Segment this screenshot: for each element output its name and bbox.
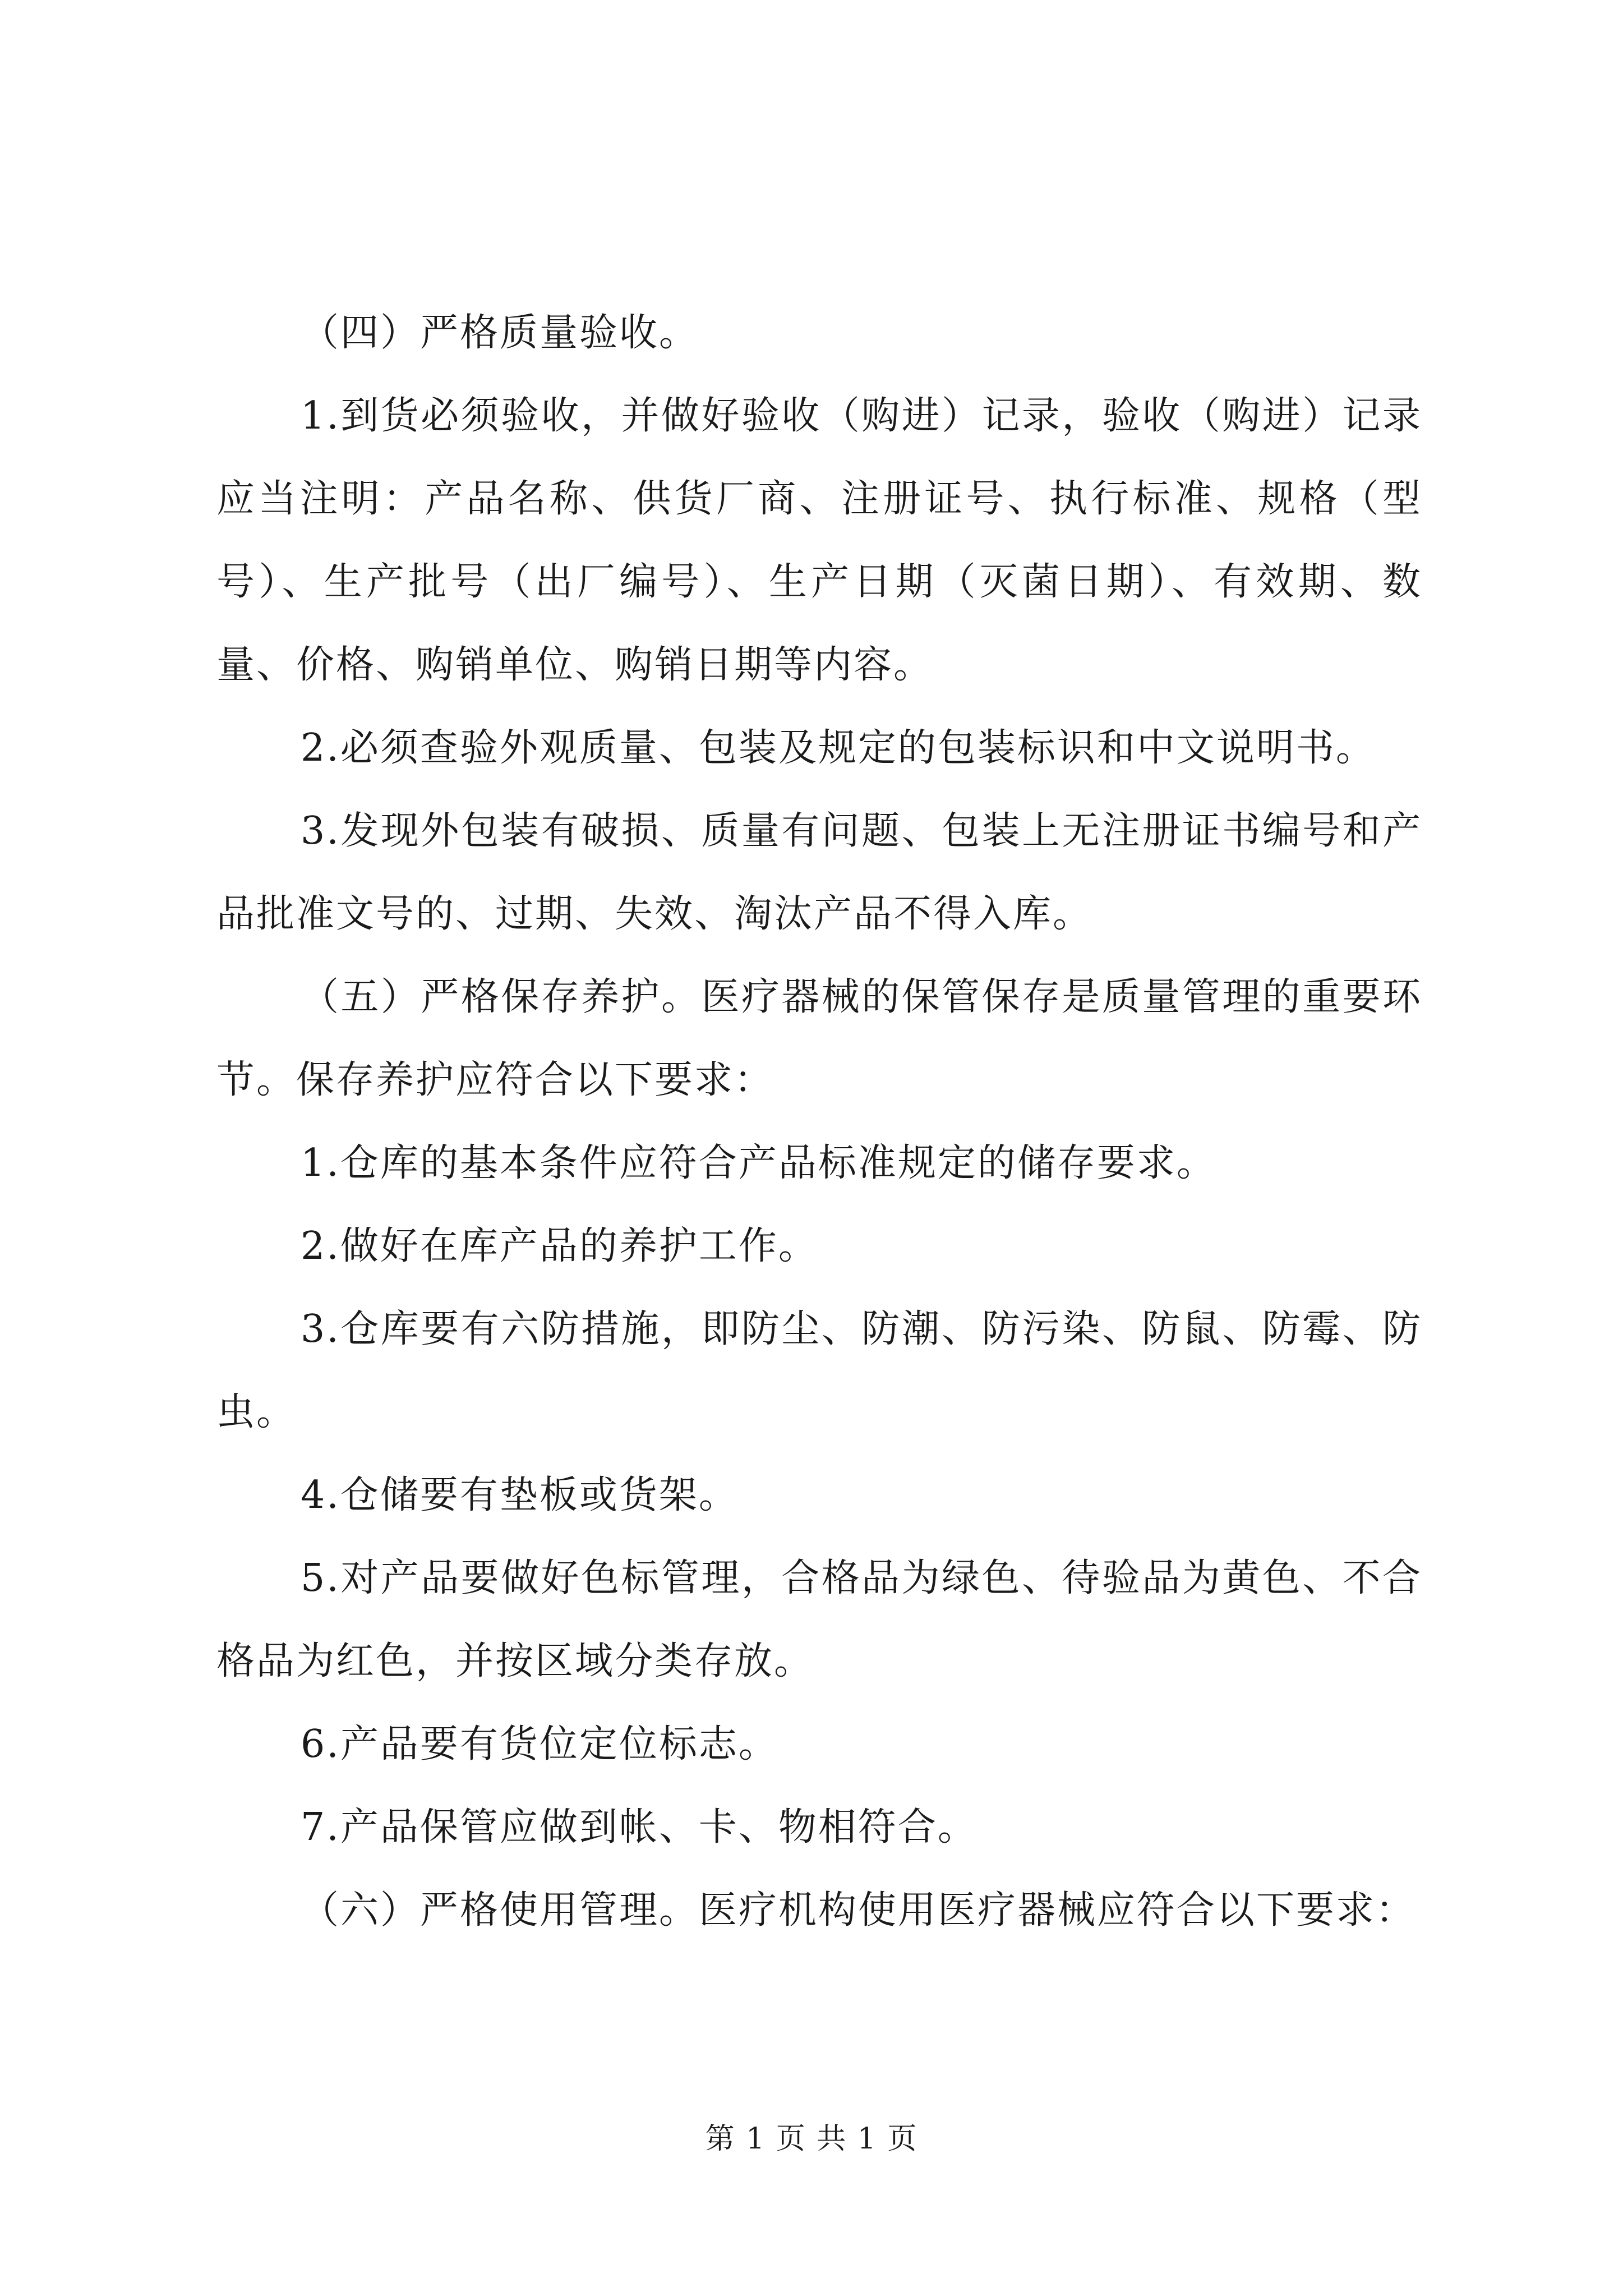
section-heading-4: （四）严格质量验收。: [301, 311, 699, 355]
section-heading-6: （六）严格使用管理。医疗机构使用医疗器械应符合以下要求：: [301, 1888, 1416, 1932]
paragraph-inspection: 2.必须查验外观质量、包装及规定的包装标识和中文说明书。: [301, 726, 1376, 770]
paragraph-color-marking: 5.对产品要做好色标管理，合格品为绿色、待验品为黄色、不合格品为红色，并按区域分类存放。: [216, 1556, 1422, 1683]
section-heading-5: （五）严格保存养护。医疗器械的保管保存是质量管理的重要环节。保存养护应符合以下要求：: [216, 975, 1422, 1102]
paragraph-six-protections: 3.仓库要有六防措施，即防尘、防潮、防污染、防鼠、防霉、防虫。: [216, 1307, 1422, 1434]
paragraph-storage-conditions: 1.仓库的基本条件应符合产品标准规定的储存要求。: [301, 1141, 1216, 1185]
paragraph-rejection: 3.发现外包装有破损、质量有问题、包装上无注册证书编号和产品批准文号的、过期、失效、淘汰产品不得入库。: [216, 809, 1422, 936]
paragraph-maintenance: 2.做好在库产品的养护工作。: [301, 1224, 818, 1268]
paragraph-location-marking: 6.产品要有货位定位标志。: [301, 1722, 778, 1766]
paragraph-inventory-match: 7.产品保管应做到帐、卡、物相符合。: [301, 1805, 978, 1849]
paragraph-shelving: 4.仓储要有垫板或货架。: [301, 1473, 739, 1517]
paragraph-acceptance-record: 1.到货必须验收，并做好验收（购进）记录，验收（购进）记录应当注明：产品名称、供货厂商、注册证号、执行标准、规格（型号）、生产批号（出厂编号）、生产日期（灭菌日期）、有效期、数量、价格、购销单位、购销日期等内容。: [216, 394, 1422, 687]
page-footer: 第 1 页 共 1 页: [705, 2122, 918, 2156]
document-body: [216, 292, 1422, 1952]
